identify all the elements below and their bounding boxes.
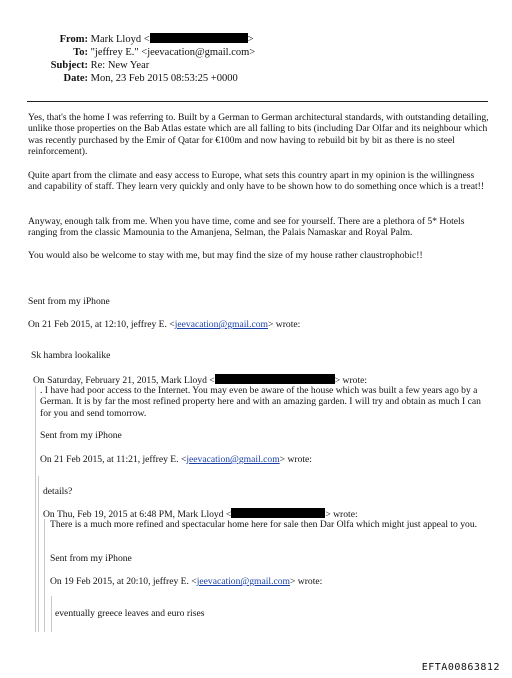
quote-bar	[38, 476, 39, 632]
from-tail: >	[247, 34, 254, 45]
attribution-text: On Saturday, February 21, 2015, Mark Lloyd <	[33, 375, 215, 386]
quote-bar	[44, 519, 45, 632]
date-line	[50, 72, 238, 85]
redaction-box	[150, 33, 248, 43]
attribution-text: On 21 Feb 2015, at 12:10, jeffrey E. <	[28, 319, 175, 330]
attribution-tail: > wrote:	[290, 576, 323, 587]
from-value: Mark Lloyd <	[90, 34, 150, 45]
email-link[interactable]: jeevacation@gmail.com	[186, 454, 280, 465]
redaction-box	[215, 374, 335, 384]
email-link[interactable]: jeevacation@gmail.com	[174, 319, 268, 330]
to-line	[50, 46, 255, 59]
sent-from-iphone-3: Sent from my iPhone	[50, 553, 132, 564]
subject-line	[37, 59, 149, 72]
paragraph-1: Yes, that's the home I was referring to. Built by a German to German architectural standards, with outstanding detailing, unlike those properties on the Bab Atlas estate which are all falling to bits (including Dar Olfar and its neighbour which was recently purchased by the Emir of Qatar for €100m and now having to rebuild bit by bit as there is no steel reinforcement).	[28, 112, 489, 158]
attribution-tail: > wrote:	[334, 375, 368, 386]
reply-attribution-1	[28, 319, 300, 330]
reply-greece: eventually greece leaves and euro rises	[55, 608, 205, 619]
date-label: Date:	[63, 73, 88, 84]
date-value: Mon, 23 Feb 2015 08:53:25 +0000	[90, 73, 238, 84]
from-label: From:	[59, 34, 88, 45]
reply-attribution-3	[50, 576, 322, 587]
from-line	[50, 33, 254, 46]
reply-details: details?	[43, 486, 73, 497]
to-label: To:	[73, 47, 88, 58]
attribution-tail: > wrote:	[268, 319, 301, 330]
sent-from-iphone-2: Sent from my iPhone	[40, 430, 122, 441]
paragraph-4: You would also be welcome to stay with me, but may find the size of my house rather claustrophobic!!	[28, 250, 423, 261]
subject-label: Subject:	[50, 60, 88, 71]
document-id: EFTA00863812	[421, 662, 500, 673]
quote-body-1: . I have had poor access to the Internet. You may even be aware of the house which was built a few years ago by a German. It is by far the most refined property here and with an amazing garden. I will try and obtain as much I can for you and send tomorrow.	[40, 385, 481, 419]
header-divider	[27, 101, 488, 102]
quote-bar	[51, 596, 52, 632]
attribution-text: On Thu, Feb 19, 2015 at 6:48 PM, Mark Lloyd <	[43, 509, 232, 520]
redaction-box	[231, 508, 325, 518]
paragraph-3: Anyway, enough talk from me. When you have time, come and see for yourself. There are a plethora of 5* Hotels ranging from the classic Mamounia to the Amanjena, Selman, the Palais Namaskar and Royal Palm.	[28, 216, 465, 239]
quote-body-2: There is a much more refined and spectacular home here for sale then Dar Olfa which might just appeal to you.	[50, 519, 478, 530]
sent-from-iphone-1: Sent from my iPhone	[28, 296, 110, 307]
reply-attribution-2	[40, 454, 312, 465]
subject-value: Re: New Year	[90, 60, 150, 71]
quote-bar	[35, 386, 36, 632]
to-value: "jeffrey E." <jeevacation@gmail.com>	[90, 47, 256, 58]
attribution-text: On 21 Feb 2015, at 11:21, jeffrey E. <	[40, 454, 187, 465]
email-link[interactable]: jeevacation@gmail.com	[196, 576, 290, 587]
attribution-tail: > wrote:	[279, 454, 312, 465]
paragraph-2: Quite apart from the climate and easy access to Europe, what sets this country apart in my opinion is the willingness and capability of staff. They learn very quickly and only have to be shown how to do something once which is a treat!!	[28, 170, 485, 193]
reply-sk-hambra: Sk hambra lookalike	[31, 350, 111, 361]
attribution-tail: > wrote:	[325, 509, 358, 520]
attribution-text: On 19 Feb 2015, at 20:10, jeffrey E. <	[50, 576, 197, 587]
